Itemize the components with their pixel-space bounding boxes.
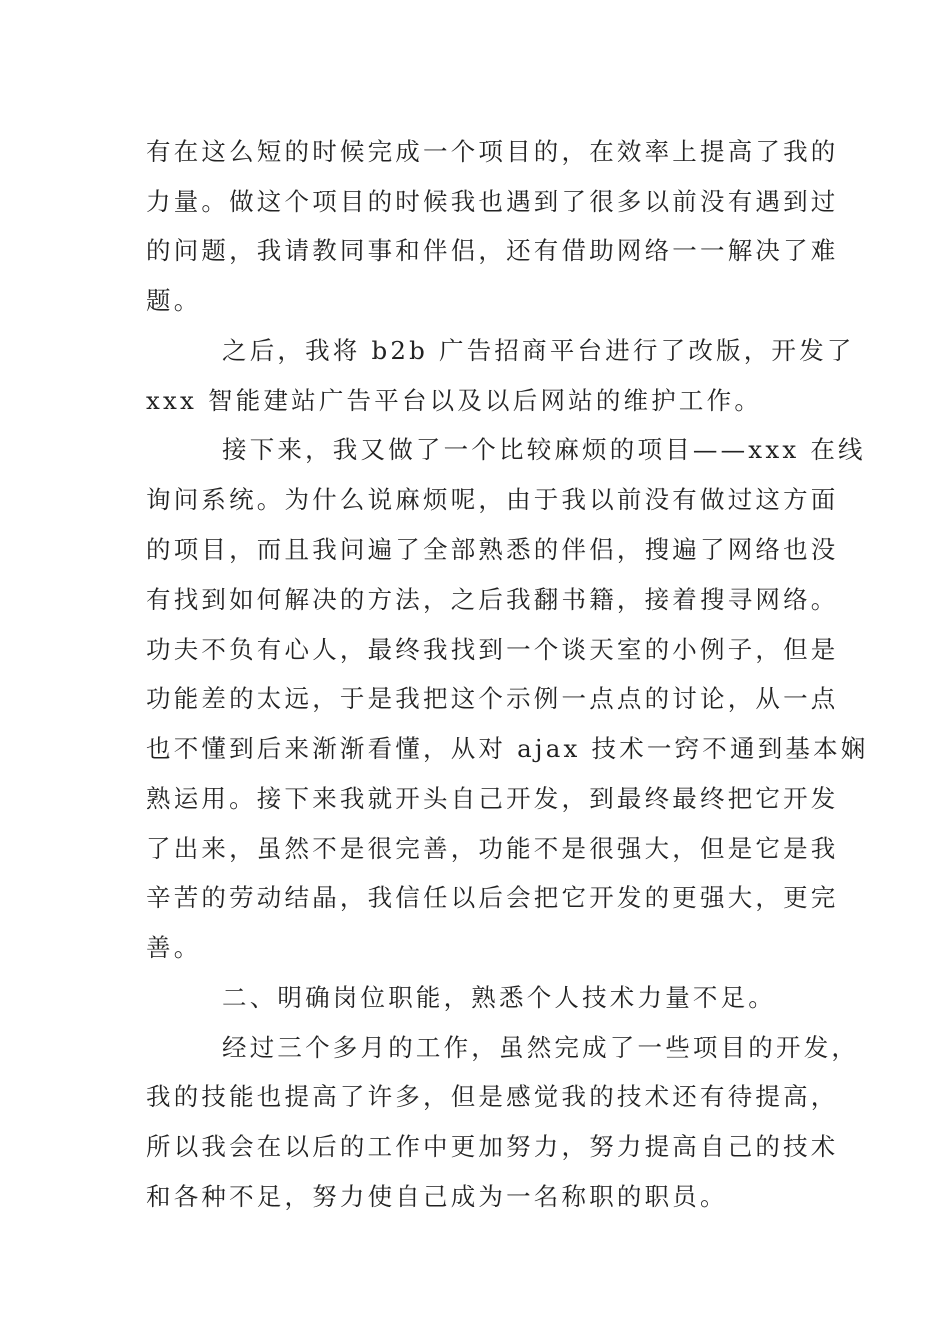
text-line: 也不懂到后来渐渐看懂，从对 ajax 技术一窍不通到基本娴: [146, 734, 869, 763]
text-line: 和各种不足，努力使自己成为一名称职的职员。: [146, 1182, 728, 1211]
text-line: 之后，我将 b2b 广告招商平台进行了改版，开发了: [222, 336, 855, 365]
text-line: 我的技能也提高了许多，但是感觉我的技术还有待提高，: [146, 1082, 839, 1111]
text-line: 的项目，而且我问遍了全部熟悉的伴侣，搜遍了网络也没: [146, 535, 839, 564]
text-line: 熟运用。接下来我就开头自己开发，到最终最终把它开发: [146, 784, 839, 813]
text-line: 的问题，我请教同事和伴侣，还有借助网络一一解决了难: [146, 236, 839, 265]
text-line: 有找到如何解决的方法，之后我翻书籍，接着搜寻网络。: [146, 585, 839, 614]
text-line: 所以我会在以后的工作中更加努力，努力提高自己的技术: [146, 1132, 839, 1161]
text-line: 辛苦的劳动结晶，我信任以后会把它开发的更强大，更完: [146, 883, 839, 912]
text-line: 题。: [146, 286, 202, 315]
text-line: 善。: [146, 933, 202, 962]
text-line: 经过三个多月的工作，虽然完成了一些项目的开发，: [222, 1033, 860, 1062]
text-line: xxx 智能建站广告平台以及以后网站的维护工作。: [146, 386, 763, 415]
text-line: 了出来，虽然不是很完善，功能不是很强大，但是它是我: [146, 834, 839, 863]
text-line: 询问系统。为什么说麻烦呢，由于我以前没有做过这方面: [146, 485, 839, 514]
text-line: 功夫不负有心人，最终我找到一个谈天室的小例子，但是: [146, 635, 839, 664]
text-line: 功能差的太远，于是我把这个示例一点点的讨论，从一点: [146, 684, 839, 713]
text-line: 接下来，我又做了一个比较麻烦的项目——xxx 在线: [222, 435, 866, 464]
text-line: 力量。做这个项目的时候我也遇到了很多以前没有遇到过: [146, 187, 839, 216]
text-line: 有在这么短的时候完成一个项目的，在效率上提高了我的: [146, 137, 839, 166]
section-heading: 二、明确岗位职能，熟悉个人技术力量不足。: [222, 983, 776, 1012]
